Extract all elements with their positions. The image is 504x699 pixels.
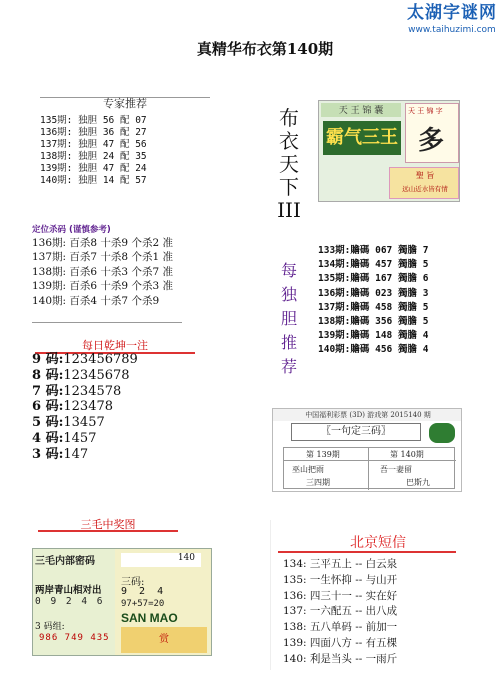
sanmao-right-panel bbox=[117, 549, 212, 656]
qk-label: 8 码: bbox=[32, 367, 64, 383]
sanmao-left-digits: 0 9 2 4 6 bbox=[35, 596, 105, 607]
qk-label: 4 码: bbox=[32, 430, 64, 446]
kill-list bbox=[32, 236, 232, 308]
vertical-char: 下 bbox=[279, 175, 299, 199]
qk-label: 9 码: bbox=[32, 352, 64, 367]
sanmao-right-label: 三码: bbox=[121, 577, 145, 588]
vertical-char: 胆 bbox=[280, 309, 297, 328]
list-item: 138期: 独胆 24 配 35 bbox=[40, 151, 147, 162]
list-item: 140期: 独胆 14 配 57 bbox=[40, 175, 147, 186]
list-item: 134: 三平五上 -- 白云泉 bbox=[283, 558, 398, 570]
sanmao-left-panel bbox=[33, 549, 115, 656]
list-item bbox=[32, 368, 232, 384]
list-item: 138期:贍碼 356 獨膽 5 bbox=[318, 316, 429, 328]
sanmao-code-label: 3 码组: bbox=[35, 622, 65, 632]
list-item: 140期:贍碼 456 獨膽 4 bbox=[318, 344, 429, 356]
list-item: 138: 五八单码 -- 前加一 bbox=[283, 621, 398, 634]
vertical-char: 天 bbox=[279, 152, 299, 176]
expert-list bbox=[40, 115, 220, 187]
bawang-main: 霸气三王 bbox=[323, 121, 401, 155]
vertical-char: 推 bbox=[280, 333, 297, 352]
qk-value: 12345678 bbox=[63, 367, 130, 383]
sanmao-brand: SAN MAO bbox=[121, 611, 178, 625]
list-item: 138期: 百杀6 十杀3 个杀7 准 bbox=[32, 265, 173, 278]
qk-value: 147 bbox=[63, 446, 89, 462]
bawang-top: 天 王 锦 囊 bbox=[321, 103, 401, 117]
list-item: 135期: 独胆 56 配 07 bbox=[40, 115, 147, 126]
bawang-decree-title: 聖 旨 bbox=[415, 171, 435, 180]
bawang-decree-text: 远山近水皆有情 bbox=[402, 185, 448, 193]
qk-label: 3 码: bbox=[32, 446, 64, 462]
bawang-decree bbox=[389, 167, 459, 199]
qk-label: 6 码: bbox=[32, 399, 64, 415]
vertical-title-2 bbox=[275, 259, 303, 379]
yiju-image bbox=[272, 408, 462, 492]
qk-value: 123456789 bbox=[63, 352, 138, 367]
page-title: 真精华布衣第140期 bbox=[196, 40, 334, 58]
qk-value: 123478 bbox=[63, 399, 114, 415]
list-item: 137期:贍碼 458 獨膽 5 bbox=[318, 301, 429, 313]
qk-value: 1234578 bbox=[63, 383, 122, 399]
list-item bbox=[32, 431, 232, 447]
divider bbox=[284, 460, 456, 461]
vertical-char: III bbox=[277, 198, 301, 222]
bawang-glyph: 多 bbox=[418, 126, 445, 156]
list-item bbox=[32, 415, 232, 431]
expert-header: 专家推荐 bbox=[40, 97, 210, 111]
beijing-list bbox=[283, 557, 463, 668]
list-item: 139期:贍碼 148 獨膽 4 bbox=[318, 330, 429, 342]
qk-value: 13457 bbox=[63, 415, 105, 431]
list-item: 137期: 独胆 47 配 56 bbox=[40, 139, 147, 150]
list-item: 139期: 独胆 47 配 24 bbox=[40, 163, 147, 174]
list-item: 133期:贍碼 067 獨膽 7 bbox=[318, 245, 429, 256]
list-item: 139期: 百杀6 十杀9 个杀3 准 bbox=[32, 280, 173, 293]
vertical-title bbox=[275, 107, 303, 222]
yiju-cell: 巴斯九 bbox=[406, 478, 430, 487]
yiju-cell: 第 140期 bbox=[390, 450, 424, 459]
vertical-char: 每 bbox=[280, 261, 297, 280]
sanmao-period: 140 bbox=[121, 553, 201, 567]
logo-url-text: www.taihuzimi.com bbox=[408, 25, 496, 35]
yiju-cell: 三四期 bbox=[306, 478, 330, 487]
yiju-cell: 巫山把雨 bbox=[292, 465, 324, 474]
sanmao-left-title: 三毛内部密码 bbox=[35, 556, 95, 567]
globe-icon bbox=[429, 423, 455, 443]
qiankun-list bbox=[32, 352, 232, 463]
list-item: 140期: 百杀4 十杀7 个杀9 bbox=[32, 294, 160, 307]
divider bbox=[38, 530, 178, 532]
sanmao-image bbox=[32, 548, 212, 656]
yiju-cell: 第 139期 bbox=[306, 450, 340, 459]
logo-main-text: 太湖字谜网 bbox=[407, 3, 497, 23]
list-item bbox=[32, 399, 232, 415]
yiju-cell: 吾一妻留 bbox=[380, 465, 412, 474]
bawang-right-card bbox=[405, 103, 459, 163]
qk-value: 1457 bbox=[63, 430, 97, 446]
list-item bbox=[32, 447, 232, 463]
list-item: 135: 一生怀抑 -- 与山开 bbox=[283, 573, 398, 586]
vertical-char: 布 bbox=[279, 106, 299, 130]
vertical-char: 衣 bbox=[279, 129, 299, 153]
divider bbox=[368, 448, 369, 490]
qk-label: 7 码: bbox=[32, 383, 64, 399]
list-item: 136期: 独胆 36 配 27 bbox=[40, 127, 147, 138]
list-item: 137: 一六配五 -- 出八成 bbox=[283, 605, 398, 618]
yiju-title: 〖一句定三码〗 bbox=[291, 423, 421, 441]
list-item: 137期: 百杀7 十杀8 个杀1 准 bbox=[32, 251, 173, 264]
sanmao-code: 986 749 435 bbox=[39, 633, 110, 643]
list-item: 136期:贍碼 023 獨膽 3 bbox=[318, 287, 429, 299]
list-item bbox=[32, 352, 232, 368]
sanmao-right-digits: 9 2 4 bbox=[121, 586, 167, 597]
site-logo bbox=[400, 2, 504, 42]
list-item: 134期:贍碼 457 獨膽 5 bbox=[318, 259, 429, 271]
divider bbox=[32, 322, 182, 323]
list-item bbox=[32, 384, 232, 400]
sanmao-header: 三毛中奖图 bbox=[80, 518, 136, 531]
list-item: 135期:贍碼 167 獨膽 6 bbox=[318, 273, 429, 285]
dan-list bbox=[318, 244, 448, 358]
list-item: 136: 四三十一 -- 实在好 bbox=[283, 589, 398, 602]
bawang-image bbox=[318, 100, 460, 202]
sanmao-stamp: 赏 bbox=[121, 627, 207, 653]
vertical-char: 独 bbox=[280, 285, 297, 304]
list-item: 139: 四面八方 -- 有五棵 bbox=[283, 636, 398, 649]
qk-label: 5 码: bbox=[32, 415, 64, 431]
beijing-header: 北京短信 bbox=[350, 535, 406, 551]
yiju-top: 中国福利彩票 (3D) 游戏第 2015140 期 bbox=[273, 409, 462, 421]
divider bbox=[278, 551, 456, 553]
list-item: 140: 利是当头 -- 一雨斤 bbox=[283, 652, 398, 665]
yiju-grid bbox=[283, 447, 455, 489]
list-item: 136期: 百杀8 十杀9 个杀2 准 bbox=[32, 237, 173, 249]
bawang-right-title: 天 王 锦 字 bbox=[408, 107, 443, 115]
vertical-char: 荐 bbox=[280, 357, 297, 376]
kill-header: 定位杀码 (谨慎参考) bbox=[32, 225, 111, 235]
sanmao-formula: 97+57=20 bbox=[121, 599, 165, 609]
qiankun-header: 每日乾坤一注 bbox=[82, 339, 148, 352]
sanmao-left-line: 两岸青山相对出 bbox=[35, 585, 102, 596]
